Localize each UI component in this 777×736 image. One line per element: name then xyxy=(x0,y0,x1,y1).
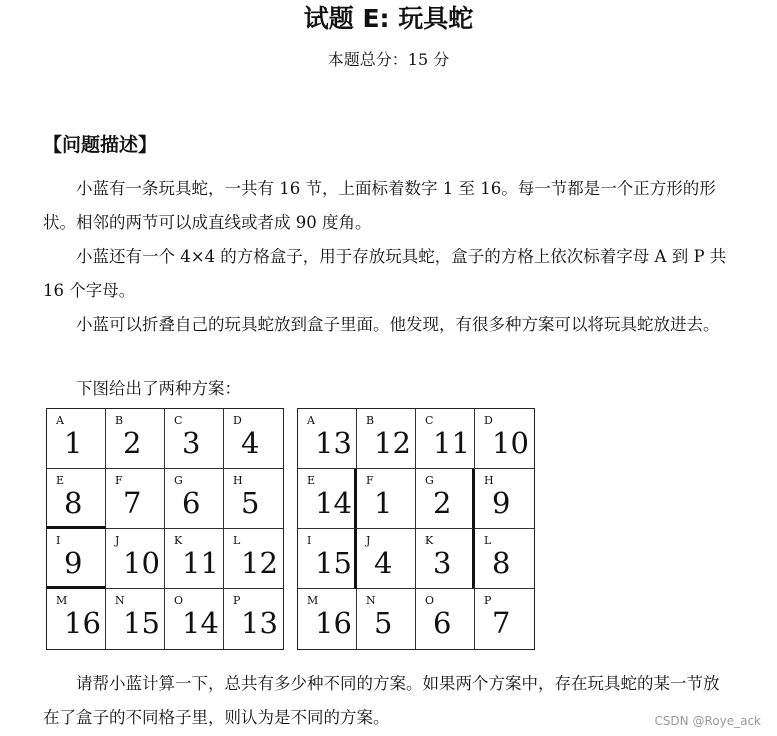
cell-letter: J xyxy=(115,534,120,547)
cell-letter: G xyxy=(425,474,434,487)
grid-cell xyxy=(106,469,165,529)
cell-letter: N xyxy=(115,594,125,607)
cell-number: 16 xyxy=(64,606,101,640)
section-heading: 【问题描述】 xyxy=(43,134,158,156)
cell-number: 12 xyxy=(241,546,278,580)
grid-cell xyxy=(357,409,416,469)
grid-cell xyxy=(106,589,165,649)
watermark: CSDN @Roye_ack xyxy=(654,714,761,728)
cell-number: 8 xyxy=(492,546,511,580)
cell-letter: H xyxy=(484,474,494,487)
grid-cell xyxy=(165,469,224,529)
cell-letter: K xyxy=(425,534,434,547)
paragraph-question: 请帮小蓝计算一下，总共有多少种不同的方案。如果两个方案中，存在玩具蛇的某一节放在了盒子的不同格子里，则认为是不同的方案。 xyxy=(43,674,720,727)
grid-cell xyxy=(165,529,224,589)
grid-cell xyxy=(475,589,534,649)
cell-letter: L xyxy=(233,534,241,547)
paragraph-snake-description: 小蓝有一条玩具蛇，一共有 16 节，上面标着数字 1 至 16。每一节都是一个正方形的形状。相邻的两节可以成直线或者成 90 度角。 xyxy=(43,179,716,232)
cell-number: 4 xyxy=(374,546,393,580)
cell-number: 1 xyxy=(64,426,83,460)
grid-cell xyxy=(357,529,416,589)
grid-cell xyxy=(416,589,475,649)
cell-letter: A xyxy=(56,414,64,427)
grid-cell xyxy=(47,529,106,589)
cell-number: 9 xyxy=(64,546,83,580)
grid-cell xyxy=(357,589,416,649)
grid-cell xyxy=(165,589,224,649)
cell-letter: M xyxy=(56,594,68,607)
grid-cell xyxy=(416,469,475,529)
page-title: 试题 E: 玩具蛇 xyxy=(303,4,474,33)
cell-number: 13 xyxy=(315,426,352,460)
cell-letter: I xyxy=(307,534,312,547)
cell-number: 1 xyxy=(374,486,393,520)
cell-letter: E xyxy=(307,474,316,487)
cell-number: 11 xyxy=(433,426,470,460)
grid-cell xyxy=(224,409,283,469)
grid-cell xyxy=(298,469,357,529)
cell-number: 16 xyxy=(315,606,352,640)
grid-cell xyxy=(224,529,283,589)
grid-cell xyxy=(47,469,106,529)
grid-cell xyxy=(298,529,357,589)
cell-letter: P xyxy=(233,594,241,607)
cell-letter: B xyxy=(366,414,375,427)
paragraph-figure-intro: 下图给出了两种方案： xyxy=(76,379,241,398)
cell-number: 10 xyxy=(123,546,160,580)
cell-number: 7 xyxy=(123,486,142,520)
cell-letter: O xyxy=(174,594,184,607)
figure-grid-2 xyxy=(297,408,535,650)
cell-letter: M xyxy=(307,594,319,607)
grid-cell xyxy=(106,529,165,589)
grid-cell xyxy=(224,589,283,649)
grid-cell xyxy=(47,409,106,469)
grid-cell xyxy=(224,469,283,529)
cell-letter: H xyxy=(233,474,243,487)
cell-number: 2 xyxy=(123,426,142,460)
cell-number: 5 xyxy=(241,486,260,520)
cell-number: 12 xyxy=(374,426,411,460)
cell-number: 14 xyxy=(315,486,352,520)
cell-letter: A xyxy=(307,414,315,427)
grid-cell xyxy=(298,409,357,469)
grid-cell xyxy=(106,409,165,469)
cell-letter: F xyxy=(115,474,123,487)
grid-cell xyxy=(416,409,475,469)
cell-letter: F xyxy=(366,474,374,487)
cell-letter: I xyxy=(56,534,61,547)
cell-letter: G xyxy=(174,474,183,487)
grid-cell xyxy=(298,589,357,649)
cell-letter: B xyxy=(115,414,124,427)
cell-letter: J xyxy=(366,534,371,547)
grid-cell xyxy=(475,469,534,529)
cell-number: 7 xyxy=(492,606,511,640)
cell-number: 4 xyxy=(241,426,260,460)
cell-number: 10 xyxy=(492,426,529,460)
cell-number: 15 xyxy=(123,606,160,640)
figure-grid-1 xyxy=(46,408,284,650)
cell-letter: K xyxy=(174,534,183,547)
cell-letter: C xyxy=(174,414,183,427)
cell-letter: C xyxy=(425,414,434,427)
cell-number: 3 xyxy=(433,546,452,580)
cell-number: 2 xyxy=(433,486,452,520)
cell-letter: O xyxy=(425,594,435,607)
grid-cell xyxy=(475,529,534,589)
cell-number: 13 xyxy=(241,606,278,640)
cell-letter: D xyxy=(233,414,242,427)
cell-number: 11 xyxy=(182,546,219,580)
score-line: 本题总分：15 分 xyxy=(327,50,450,69)
cell-letter: P xyxy=(484,594,492,607)
grid-cell xyxy=(165,409,224,469)
cell-letter: L xyxy=(484,534,492,547)
grid-cell xyxy=(357,469,416,529)
paragraph-folding: 小蓝可以折叠自己的玩具蛇放到盒子里面。他发现，有很多种方案可以将玩具蛇放进去。 xyxy=(76,315,720,334)
cell-letter: E xyxy=(56,474,65,487)
cell-number: 5 xyxy=(374,606,393,640)
cell-letter: N xyxy=(366,594,376,607)
cell-number: 6 xyxy=(182,486,201,520)
paragraph-box-description: 小蓝还有一个 4×4 的方格盒子，用于存放玩具蛇，盒子的方格上依次标着字母 A 到 P 共 16 个字母。 xyxy=(43,247,727,300)
grid-cell xyxy=(47,589,106,649)
grid-cell xyxy=(416,529,475,589)
cell-number: 9 xyxy=(492,486,511,520)
grid-cell xyxy=(475,409,534,469)
cell-letter: D xyxy=(484,414,493,427)
cell-number: 8 xyxy=(64,486,83,520)
cell-number: 3 xyxy=(182,426,201,460)
cell-number: 6 xyxy=(433,606,452,640)
cell-number: 15 xyxy=(315,546,352,580)
cell-number: 14 xyxy=(182,606,219,640)
